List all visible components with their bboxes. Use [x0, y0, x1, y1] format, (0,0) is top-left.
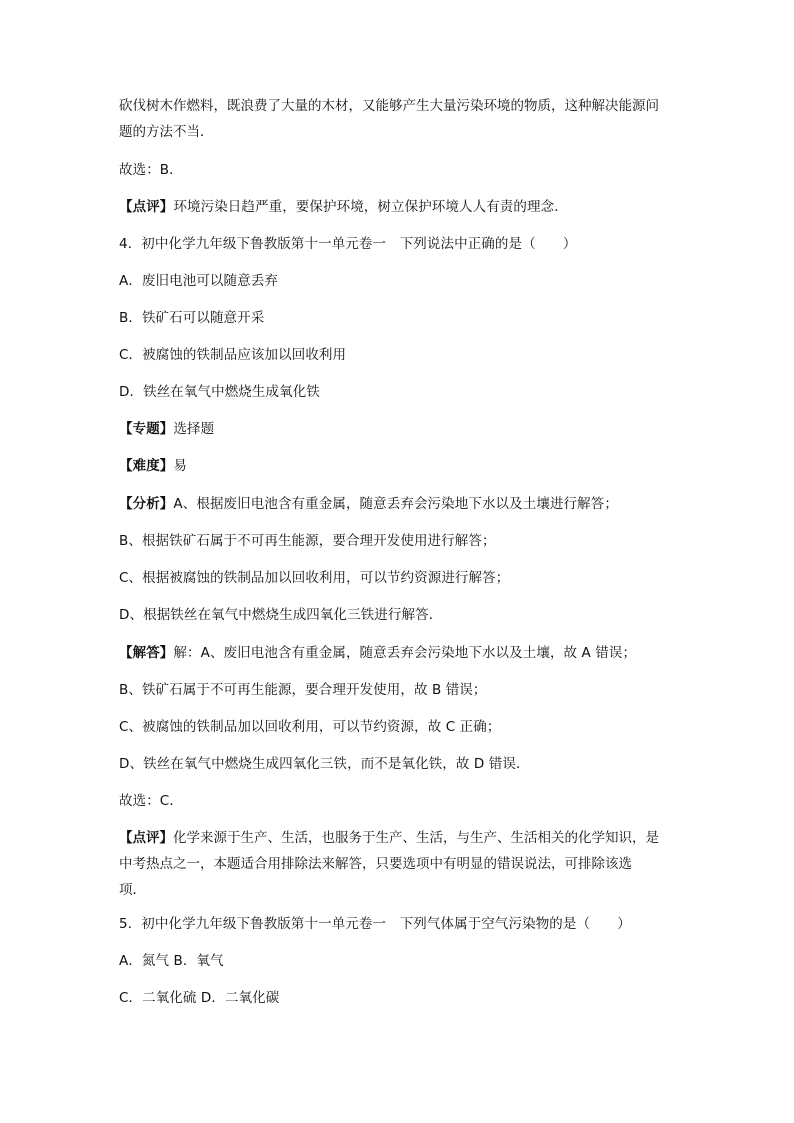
q4-topic [119, 416, 679, 442]
solution-line: C、被腐蚀的铁制品加以回收利用，可以节约资源，故 C 正确； [119, 719, 501, 735]
q4-option-d: D．铁丝在氧气中燃烧生成氧化铁 [119, 384, 320, 400]
solution-tag: 【解答】 [119, 645, 174, 661]
q4-solution [119, 640, 679, 666]
review-tag: 【点评】 [119, 830, 173, 846]
topic-text: 选择题 [173, 421, 215, 437]
review-text: 环境污染日趋严重，要保护环境，树立保护环境人人有责的理念． [173, 199, 568, 215]
q4-option-c: C．被腐蚀的铁制品应该加以回收利用 [119, 347, 347, 363]
review-text: 化学来源于生产、生活，也服务于生产、生活，与生产、生活相关的化学知识，是 [173, 830, 659, 846]
analysis-tag: 【分析】 [119, 496, 174, 512]
review-line: 中考热点之一，本题适合用排除法来解答，只要选项中有明显的错误说法，可排除该选 [119, 856, 632, 872]
paragraph-line: 题的方法不当． [119, 124, 214, 140]
q3-review [119, 194, 679, 220]
q5-stem: 5．初中化学九年级下鲁教版第十一单元卷一 下列气体属于空气污染物的是（ ） [119, 916, 631, 932]
q4-answer: 故选：C． [119, 793, 183, 809]
solution-line: 解：A、废旧电池含有重金属，随意丢弃会污染地下水以及土壤，故 A 错误； [173, 645, 637, 661]
solution-line: D、铁丝在氧气中燃烧生成四氧化三铁，而不是氧化铁，故 D 错误． [119, 756, 530, 772]
q4-option-b: B．铁矿石可以随意开采 [119, 310, 265, 326]
q4-review [119, 825, 679, 903]
difficulty-tag: 【难度】 [119, 458, 174, 474]
q3-answer: 故选：B． [119, 162, 183, 178]
topic-tag: 【专题】 [119, 421, 174, 437]
solution-line: B、铁矿石属于不可再生能源，要合理开发使用，故 B 错误； [119, 682, 487, 698]
q4-difficulty [119, 453, 679, 479]
review-tag: 【点评】 [119, 199, 174, 215]
q5-options-row-1: A．氮气 B．氧气 [119, 953, 224, 969]
continuation-paragraph [119, 93, 679, 145]
paragraph-line: 砍伐树木作燃料，既浪费了大量的木材，又能够产生大量污染环境的物质，这种解决能源问 [119, 98, 659, 114]
q5-options-row-2: C．二氧化硫 D．二氧化碳 [119, 990, 280, 1006]
analysis-line: D、根据铁丝在氧气中燃烧生成四氧化三铁进行解答． [119, 607, 443, 623]
analysis-line: B、根据铁矿石属于不可再生能源，要合理开发使用进行解答； [119, 533, 496, 549]
q4-option-a: A．废旧电池可以随意丢弃 [119, 273, 278, 289]
q4-stem: 4．初中化学九年级下鲁教版第十一单元卷一 下列说法中正确的是（ ） [119, 236, 577, 252]
analysis-line: C、根据被腐蚀的铁制品加以回收利用，可以节约资源进行解答； [119, 570, 510, 586]
review-line: 项． [119, 882, 146, 898]
difficulty-text: 易 [173, 458, 188, 474]
q4-analysis [119, 491, 679, 517]
review-line [119, 825, 679, 851]
analysis-line: A、根据废旧电池含有重金属，随意丢弃会污染地下水以及土壤进行解答； [173, 496, 618, 512]
